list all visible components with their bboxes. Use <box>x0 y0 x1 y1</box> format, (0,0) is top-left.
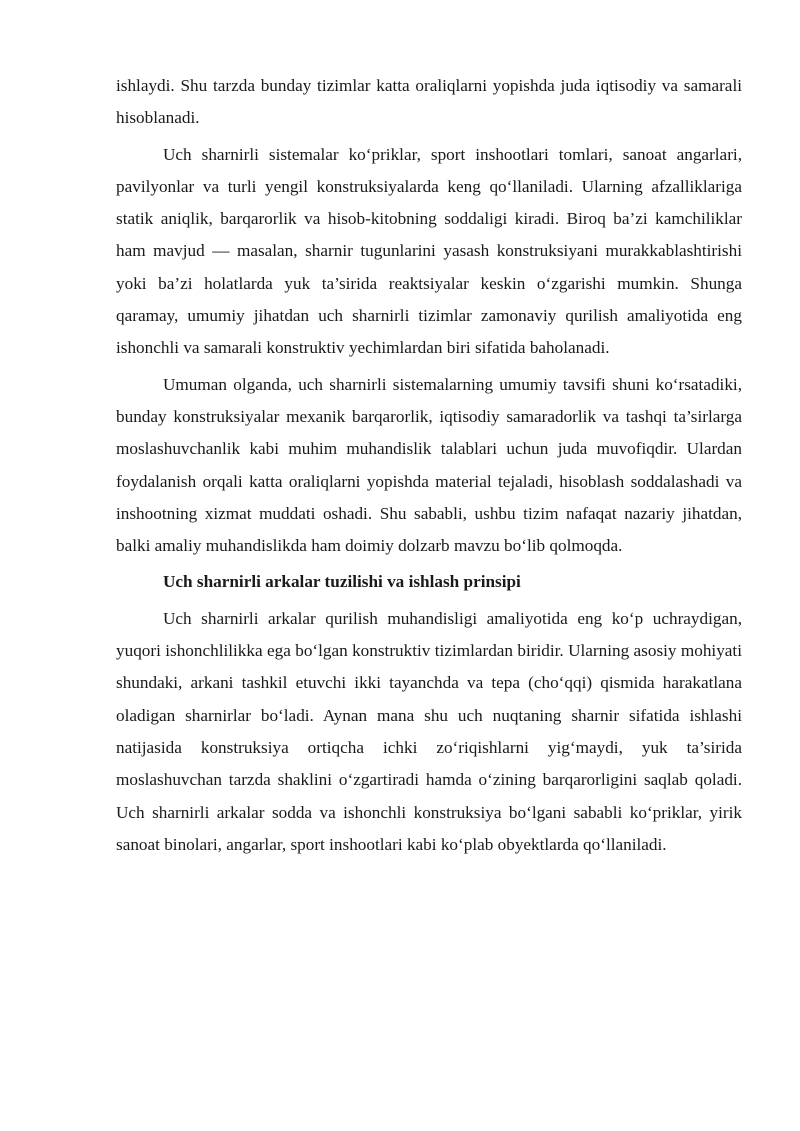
paragraph-continuation: ishlaydi. Shu tarzda bunday tizimlar katta oraliqlarni yopishda juda iqtisodiy va samarali hisoblanadi. <box>116 76 742 128</box>
section-heading: Uch sharnirli arkalar tuzilishi va ishlash prinsipi <box>163 572 521 592</box>
document-page <box>116 70 742 865</box>
paragraph-applications: Uch sharnirli sistemalar ko‘priklar, sport inshootlari tomlari, sanoat angarlari, pavilyonlar va turli yengil konstruksiyalarda keng qo‘llaniladi. Ularning afzalliklariga statik aniqlik, barqarorlik va hisob-kitobning soddaligi kiradi. Biroq ba’zi kamchiliklar ham mavjud — masalan, sharnir tugunlarini yasash konstruksiyani murakkablashtirishi yoki ba’zi holatlarda yuk ta’sirida reaktsiyalar keskin o‘zgarishi mumkin. Shunga qaramay, umumiy jihatdan uch sharnirli tizimlar zamonaviy qurilish amaliyotida eng ishonchli va samarali konstruktiv yechimlardan biri sifatida baholanadi. <box>116 144 742 358</box>
paragraph-summary: Umuman olganda, uch sharnirli sistemalarning umumiy tavsifi shuni ko‘rsatadiki, bunday konstruksiyalar mexanik barqarorlik, iqtisodiy samaradorlik va tashqi ta’sirlarga moslashuvchanlik kabi muhim muhandislik talablari uchun juda muvofiqdir. Ulardan foydalanish orqali katta oraliqlarni yopishda material tejaladi, hisoblash soddalashadi va inshootning xizmat muddati oshadi. Shu sababli, ushbu tizim nafaqat nazariy jihatdan, balki amaliy muhandislikda ham doimiy dolzarb mavzu bo‘lib qolmoqda. <box>116 374 742 556</box>
paragraph-arches: Uch sharnirli arkalar qurilish muhandisligi amaliyotida eng ko‘p uchraydigan, yuqori ishonchlilikka ega bo‘lgan konstruktiv tizimlardan biridir. Ularning asosiy mohiyati shundaki, arkani tashkil etuvchi ikki tayanchda va tepa (cho‘qqi) qismida harakatlana oladigan sharnirlar bo‘ladi. Aynan mana shu uch nuqtaning sharnir sifatida ishlashi natijasida konstruksiya ortiqcha ichki zo‘riqishlarni yig‘maydi, yuk ta’sirida moslashuvchan tarzda shaklini o‘zgartiradi hamda o‘zining barqarorligini saqlab qoladi. Uch sharnirli arkalar sodda va ishonchli konstruksiya bo‘lgani sababli ko‘priklar, yirik sanoat binolari, angarlar, sport inshootlari kabi ko‘plab obyektlarda qo‘llaniladi. <box>116 608 742 854</box>
